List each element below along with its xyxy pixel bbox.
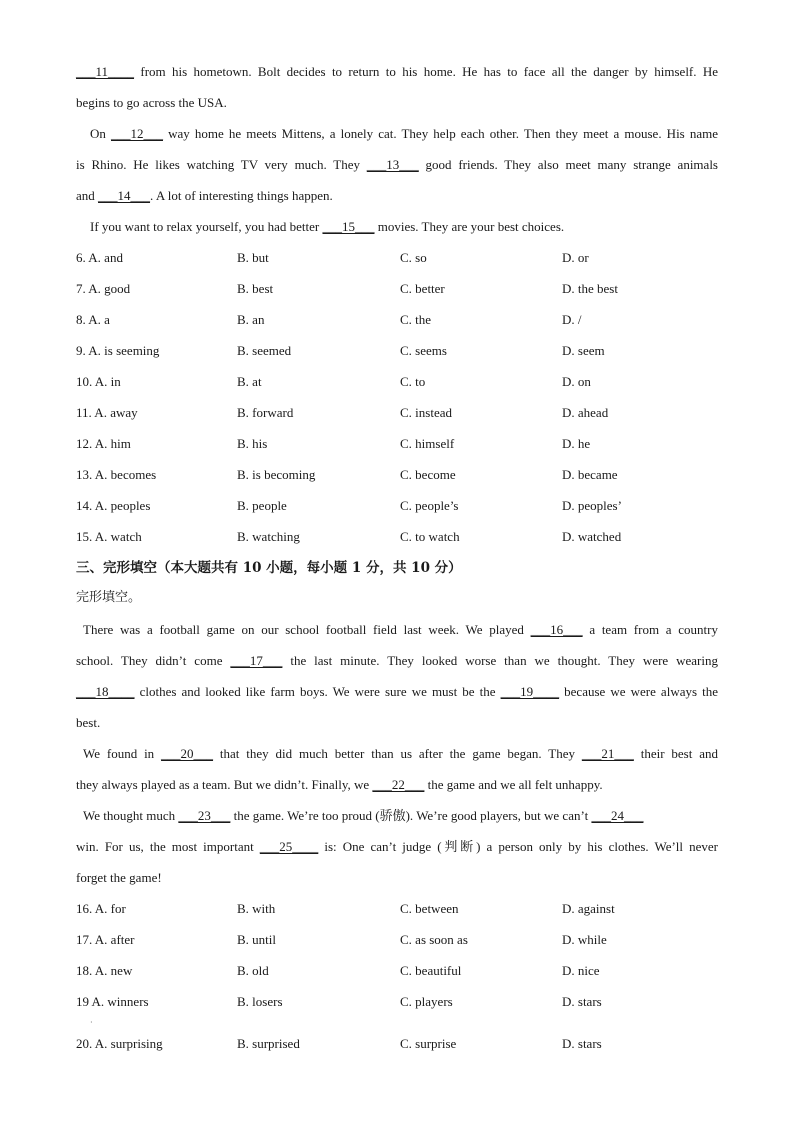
- option-b[interactable]: B. surprised: [237, 1036, 300, 1051]
- passage-line: On ___12___ way home he meets Mittens, a lonely cat. They help each other. Then they meet a mouse. His name: [90, 126, 718, 141]
- option-d[interactable]: D. he: [562, 436, 591, 451]
- option-a[interactable]: 10. A. in: [76, 374, 121, 389]
- blank-24: ___24___: [591, 808, 644, 823]
- option-a[interactable]: 12. A. him: [76, 436, 131, 451]
- blank-23: ___23___: [178, 808, 231, 823]
- option-b[interactable]: B. forward: [237, 405, 294, 420]
- option-d[interactable]: D. stars: [562, 1036, 602, 1051]
- option-d[interactable]: D. the best: [562, 281, 618, 296]
- blank-21: ___21___: [581, 746, 634, 761]
- passage-line: We found in ___20___ that they did much better than us after the game began. They ___21___ their best and: [83, 746, 718, 761]
- option-d[interactable]: D. or: [562, 250, 589, 265]
- stray-mark: ·: [90, 1018, 93, 1027]
- option-a[interactable]: 8. A. a: [76, 312, 110, 327]
- passage-line: ___11____ from his hometown. Bolt decides to return to his home. He has to face all the danger by himself. He: [76, 64, 718, 79]
- option-d[interactable]: D. ahead: [562, 405, 609, 420]
- option-d[interactable]: D. /: [562, 312, 582, 327]
- passage-line: school. They didn’t come ___17___ the last minute. They looked worse than we thought. They were wearing: [76, 653, 719, 668]
- blank-22: ___22___: [372, 777, 425, 792]
- option-c[interactable]: C. to watch: [400, 529, 460, 544]
- option-a[interactable]: 18. A. new: [76, 963, 133, 978]
- option-b[interactable]: B. his: [237, 436, 268, 451]
- option-d[interactable]: D. watched: [562, 529, 622, 544]
- option-a[interactable]: 13. A. becomes: [76, 467, 157, 482]
- option-c[interactable]: C. as soon as: [400, 932, 468, 947]
- blank-13: ___13___: [366, 157, 419, 172]
- option-c[interactable]: C. the: [400, 312, 432, 327]
- passage-line: begins to go across the USA.: [76, 95, 227, 110]
- option-d[interactable]: D. nice: [562, 963, 600, 978]
- document-page: [76, 60, 718, 1063]
- option-c[interactable]: C. people’s: [400, 498, 459, 513]
- option-c[interactable]: C. players: [400, 994, 453, 1009]
- question-row: [76, 463, 718, 494]
- option-c[interactable]: C. to: [400, 374, 426, 389]
- question-list-2: [76, 897, 718, 1063]
- blank-17: ___17___: [230, 653, 283, 668]
- option-b[interactable]: B. an: [237, 312, 265, 327]
- option-b[interactable]: B. until: [237, 932, 277, 947]
- question-list-1: [76, 246, 718, 556]
- question-row: [76, 525, 718, 556]
- option-c[interactable]: C. surprise: [400, 1036, 457, 1051]
- option-d[interactable]: D. stars: [562, 994, 602, 1009]
- passage-line: is Rhino. He likes watching TV very much. They ___13___ good friends. They also meet many strange animals: [76, 157, 718, 172]
- question-row: [76, 339, 718, 370]
- option-b[interactable]: B. with: [237, 901, 276, 916]
- option-c[interactable]: C. so: [400, 250, 427, 265]
- passage-line: and ___14___. A lot of interesting things happen.: [76, 188, 333, 203]
- option-c[interactable]: C. between: [400, 901, 459, 916]
- blank-14: ___14___: [98, 188, 151, 203]
- blank-20: ___20___: [161, 746, 214, 761]
- option-a[interactable]: 11. A. away: [76, 405, 138, 420]
- option-b[interactable]: B. best: [237, 281, 274, 296]
- question-row: [76, 1032, 718, 1063]
- option-a[interactable]: 16. A. for: [76, 901, 126, 916]
- option-a[interactable]: 19 A. winners: [76, 994, 149, 1009]
- blank-12: ___12___: [111, 126, 163, 141]
- passage-line: If you want to relax yourself, you had better ___15___ movies. They are your best choices.: [90, 219, 565, 234]
- passage-line: ___18____ clothes and looked like farm boys. We were sure we must be the ___19____ because we were always the: [76, 684, 718, 699]
- option-c[interactable]: C. seems: [400, 343, 447, 358]
- passage-line: We thought much ___23___ the game. We’re too proud (骄傲). We’re good players, but we can’t ___24___: [83, 808, 644, 823]
- option-d[interactable]: D. seem: [562, 343, 605, 358]
- question-row: [76, 277, 718, 308]
- option-a[interactable]: 9. A. is seeming: [76, 343, 160, 358]
- blank-19: ___19____: [500, 684, 560, 699]
- question-row: [76, 990, 718, 1032]
- option-b[interactable]: B. but: [237, 250, 269, 265]
- passage-line: they always played as a team. But we didn’t. Finally, we ___22___ the game and we all felt unhappy.: [76, 777, 603, 792]
- question-row: [76, 370, 718, 401]
- option-d[interactable]: D. while: [562, 932, 607, 947]
- blank-18: ___18____: [76, 684, 135, 699]
- option-b[interactable]: B. seemed: [237, 343, 292, 358]
- option-a[interactable]: 6. A. and: [76, 250, 123, 265]
- question-row: [76, 308, 718, 339]
- option-c[interactable]: C. become: [400, 467, 456, 482]
- passage-line: win. For us, the most important ___25____ is: One can’t judge (判断) a person only by his clothes. We’ll never: [76, 839, 718, 854]
- option-c[interactable]: C. beautiful: [400, 963, 462, 978]
- section-subtitle: 完形填空。: [76, 589, 142, 604]
- question-row: [76, 494, 718, 525]
- option-b[interactable]: B. losers: [237, 994, 283, 1009]
- option-b[interactable]: B. watching: [237, 529, 300, 544]
- section-title: 三、完形填空（本大题共有 10 小题，每小题 1 分，共 10 分）: [76, 560, 462, 576]
- blank-16: ___16___: [530, 622, 583, 637]
- option-a[interactable]: 7. A. good: [76, 281, 131, 296]
- option-c[interactable]: C. better: [400, 281, 445, 296]
- option-c[interactable]: C. instead: [400, 405, 452, 420]
- question-row: [76, 897, 718, 928]
- passage-3: [76, 618, 718, 897]
- option-c[interactable]: C. himself: [400, 436, 455, 451]
- option-b[interactable]: B. people: [237, 498, 287, 513]
- blank-15: ___15___: [322, 219, 375, 234]
- question-row: [76, 432, 718, 463]
- option-a[interactable]: 17. A. after: [76, 932, 135, 947]
- option-b[interactable]: B. is becoming: [237, 467, 316, 482]
- question-row: [76, 401, 718, 432]
- option-d[interactable]: D. on: [562, 374, 591, 389]
- option-a[interactable]: 20. A. surprising: [76, 1036, 163, 1051]
- option-d[interactable]: D. peoples’: [562, 498, 622, 513]
- option-d[interactable]: D. became: [562, 467, 618, 482]
- passage-line: forget the game!: [76, 870, 162, 885]
- question-row: [76, 246, 718, 277]
- blank-11: ___11____: [76, 64, 135, 79]
- option-b[interactable]: B. old: [237, 963, 269, 978]
- question-row: [76, 928, 718, 959]
- option-d[interactable]: D. against: [562, 901, 615, 916]
- option-b[interactable]: B. at: [237, 374, 262, 389]
- option-a[interactable]: 14. A. peoples: [76, 498, 151, 513]
- passage-2-continuation: [76, 60, 718, 246]
- question-row: [76, 959, 718, 990]
- passage-line: There was a football game on our school football field last week. We played ___16___ a team from a country: [83, 622, 718, 637]
- passage-line: best.: [76, 715, 101, 730]
- blank-25: ___25____: [259, 839, 319, 854]
- option-a[interactable]: 15. A. watch: [76, 529, 142, 544]
